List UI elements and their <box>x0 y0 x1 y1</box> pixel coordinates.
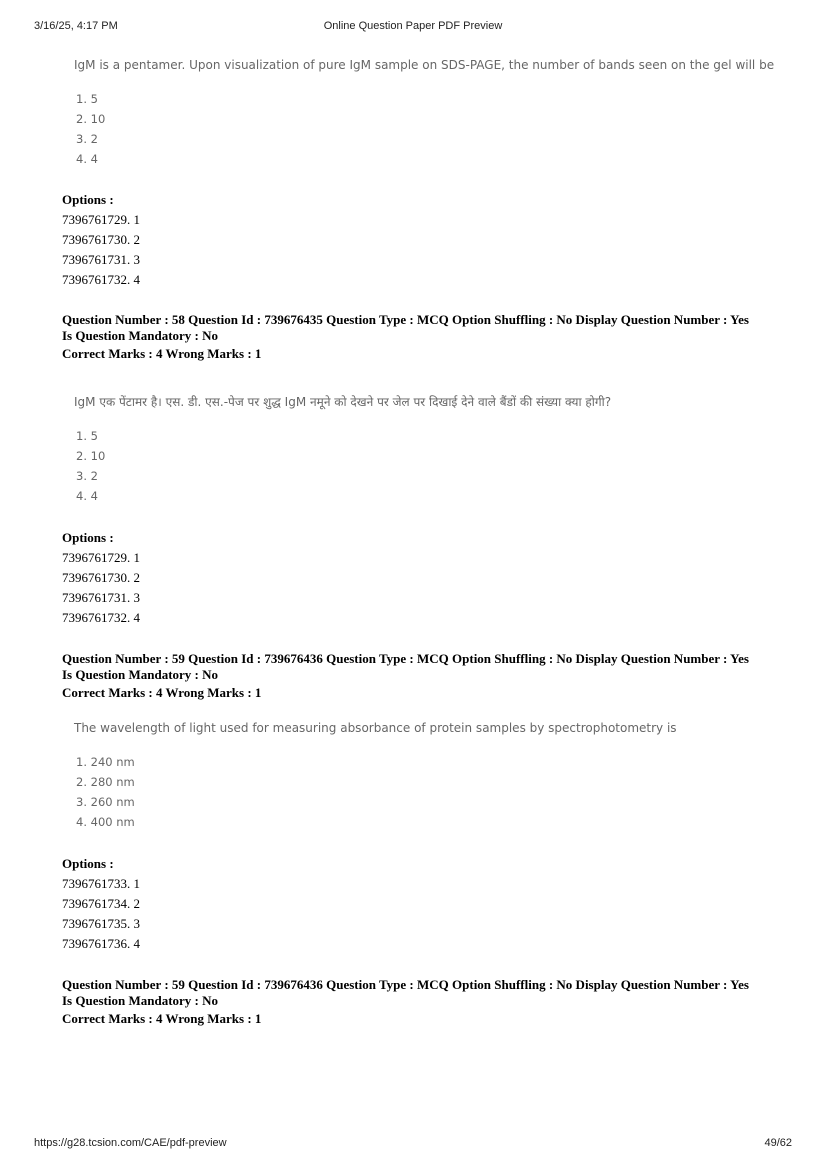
question-meta-line2: Is Question Mandatory : No <box>62 328 219 343</box>
choice-item: 4. 4 <box>76 489 98 503</box>
option-row: 7396761733. 1 <box>62 876 140 891</box>
choice-item: 4. 4 <box>76 152 98 166</box>
page-header <box>34 20 792 36</box>
choice-item: 3. 260 nm <box>76 795 135 809</box>
question-meta-line3: Correct Marks : 4 Wrong Marks : 1 <box>62 346 262 361</box>
question-text: IgM is a pentamer. Upon visualization of pure IgM sample on SDS-PAGE, the number of bands seen on the gel will be <box>74 58 775 72</box>
option-row: 7396761729. 1 <box>62 212 140 227</box>
option-row: 7396761731. 3 <box>62 590 140 605</box>
question-meta-line1: Question Number : 59 Question Id : 739676436 Question Type : MCQ Option Shuffling : No Display Question Number : Yes <box>62 651 749 666</box>
choice-item: 1. 5 <box>76 92 98 106</box>
option-row: 7396761729. 1 <box>62 550 140 565</box>
question-image-hindi <box>62 394 774 506</box>
choice-item: 1. 240 nm <box>76 755 135 769</box>
choice-item: 3. 2 <box>76 132 98 146</box>
options-label: Options : <box>62 530 114 545</box>
page-title: Online Question Paper PDF Preview <box>323 20 503 32</box>
question-text: The wavelength of light used for measuring absorbance of protein samples by spectrophotometry is <box>74 721 677 735</box>
choice-item: 2. 10 <box>76 449 106 463</box>
question-text: IgM एक पेंटामर है। एस. डी. एस.-पेज पर शुद्ध IgM नमूने को देखने पर जेल पर दिखाई देने वाले बैंडों की संख्या क्या होगी? <box>74 395 612 409</box>
question-choices <box>62 752 774 832</box>
question-meta-line3: Correct Marks : 4 Wrong Marks : 1 <box>62 1011 262 1026</box>
option-row: 7396761732. 4 <box>62 272 140 287</box>
question-meta-line3: Correct Marks : 4 Wrong Marks : 1 <box>62 685 262 700</box>
question-meta <box>62 651 774 701</box>
question-meta-line2: Is Question Mandatory : No <box>62 667 219 682</box>
options-label: Options : <box>62 856 114 871</box>
question-meta-line1: Question Number : 58 Question Id : 739676435 Question Type : MCQ Option Shuffling : No Display Question Number : Yes <box>62 312 749 327</box>
option-row: 7396761731. 3 <box>62 252 140 267</box>
option-row: 7396761732. 4 <box>62 610 140 625</box>
option-row: 7396761730. 2 <box>62 232 140 247</box>
page-number: 49/62 <box>764 1137 792 1149</box>
question-meta-line1: Question Number : 59 Question Id : 739676436 Question Type : MCQ Option Shuffling : No Display Question Number : Yes <box>62 977 749 992</box>
choice-item: 3. 2 <box>76 469 98 483</box>
question-meta <box>62 312 774 362</box>
option-row: 7396761735. 3 <box>62 916 140 931</box>
page-url: https://g28.tcsion.com/CAE/pdf-preview <box>34 1137 227 1149</box>
question-meta-line2: Is Question Mandatory : No <box>62 993 219 1008</box>
option-row: 7396761736. 4 <box>62 936 140 951</box>
question-choices <box>62 426 774 506</box>
choice-item: 2. 10 <box>76 112 106 126</box>
choice-item: 1. 5 <box>76 429 98 443</box>
options-list <box>62 528 774 628</box>
page-footer <box>34 1137 792 1153</box>
question-image-english <box>62 720 774 832</box>
option-row: 7396761734. 2 <box>62 896 140 911</box>
options-list <box>62 854 774 954</box>
question-image-english <box>62 57 774 169</box>
question-meta <box>62 977 774 1027</box>
print-datetime: 3/16/25, 4:17 PM <box>34 20 118 32</box>
option-row: 7396761730. 2 <box>62 570 140 585</box>
question-choices <box>62 89 774 169</box>
choice-item: 4. 400 nm <box>76 815 135 829</box>
options-list <box>62 190 774 290</box>
options-label: Options : <box>62 192 114 207</box>
choice-item: 2. 280 nm <box>76 775 135 789</box>
